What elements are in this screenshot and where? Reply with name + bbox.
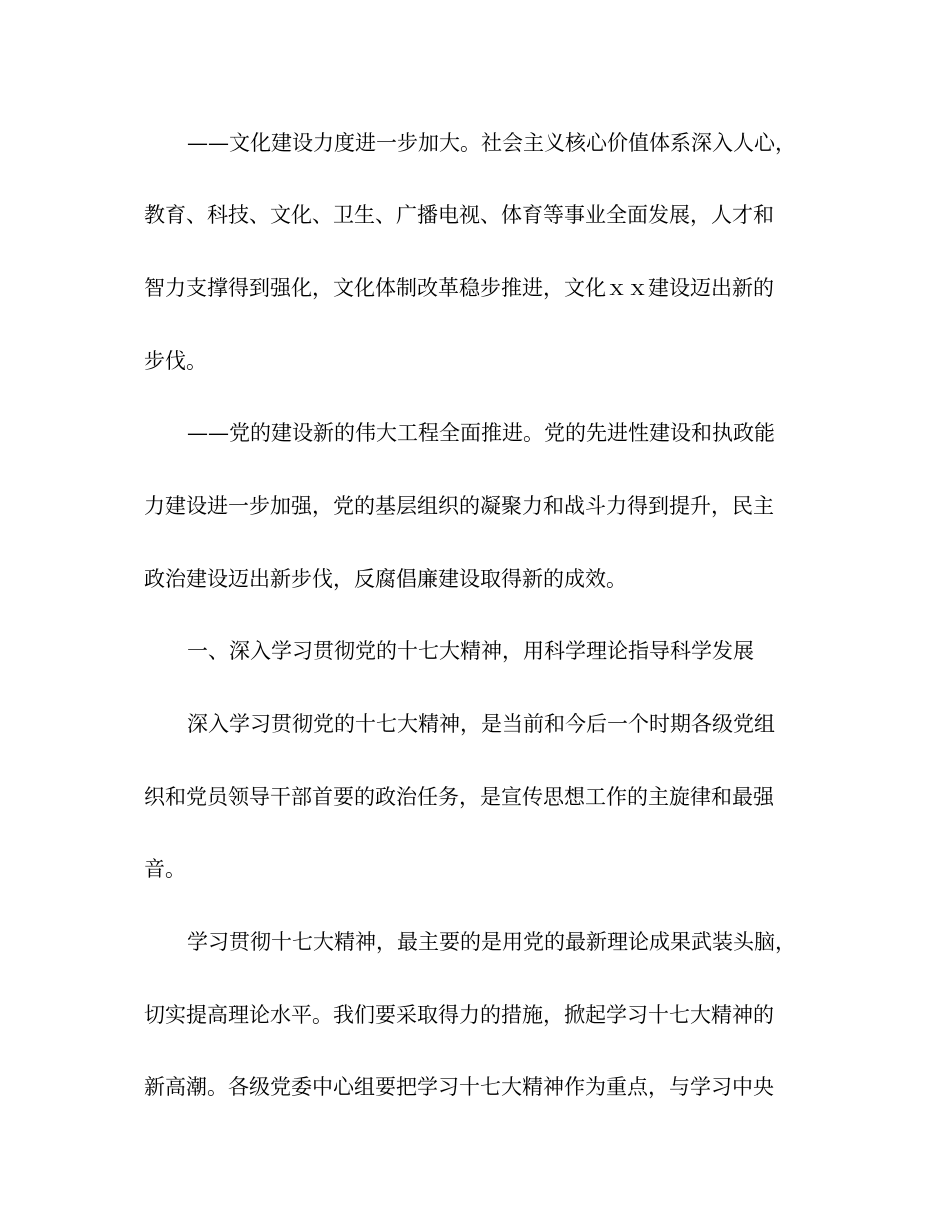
paragraph-culture-line-3: 智力支撑得到强化，文化体制改革稳步推进，文化ｘｘ建设迈出新的 bbox=[144, 276, 774, 300]
paragraph-study-line-2: 织和党员领导干部首要的政治任务，是宣传思想工作的主旋律和最强 bbox=[144, 785, 774, 809]
section-heading: 一、深入学习贯彻党的十七大精神，用科学理论指导科学发展 bbox=[187, 639, 754, 663]
paragraph-party-line-3: 政治建设迈出新步伐，反腐倡廉建设取得新的成效。 bbox=[144, 567, 627, 591]
paragraph-study-line-1: 深入学习贯彻党的十七大精神，是当前和今后一个时期各级党组 bbox=[187, 712, 775, 736]
paragraph-theory-line-2: 切实提高理论水平。我们要采取得力的措施，掀起学习十七大精神的 bbox=[144, 1003, 774, 1027]
paragraph-study-line-3: 音。 bbox=[144, 857, 186, 881]
paragraph-party-line-1: ——党的建设新的伟大工程全面推进。党的先进性建设和执政能 bbox=[187, 421, 775, 445]
paragraph-culture-line-1: ——文化建设力度进一步加大。社会主义核心价值体系深入人心， bbox=[187, 131, 796, 155]
paragraph-theory-line-1: 学习贯彻十七大精神，最主要的是用党的最新理论成果武装头脑， bbox=[187, 930, 796, 954]
paragraph-culture-line-2: 教育、科技、文化、卫生、广播电视、体育等事业全面发展，人才和 bbox=[144, 203, 774, 227]
paragraph-theory-line-3: 新高潮。各级党委中心组要把学习十七大精神作为重点，与学习中央 bbox=[144, 1075, 774, 1099]
paragraph-party-line-2: 力建设进一步加强，党的基层组织的凝聚力和战斗力得到提升，民主 bbox=[144, 494, 774, 518]
paragraph-culture-line-4: 步伐。 bbox=[144, 349, 207, 373]
